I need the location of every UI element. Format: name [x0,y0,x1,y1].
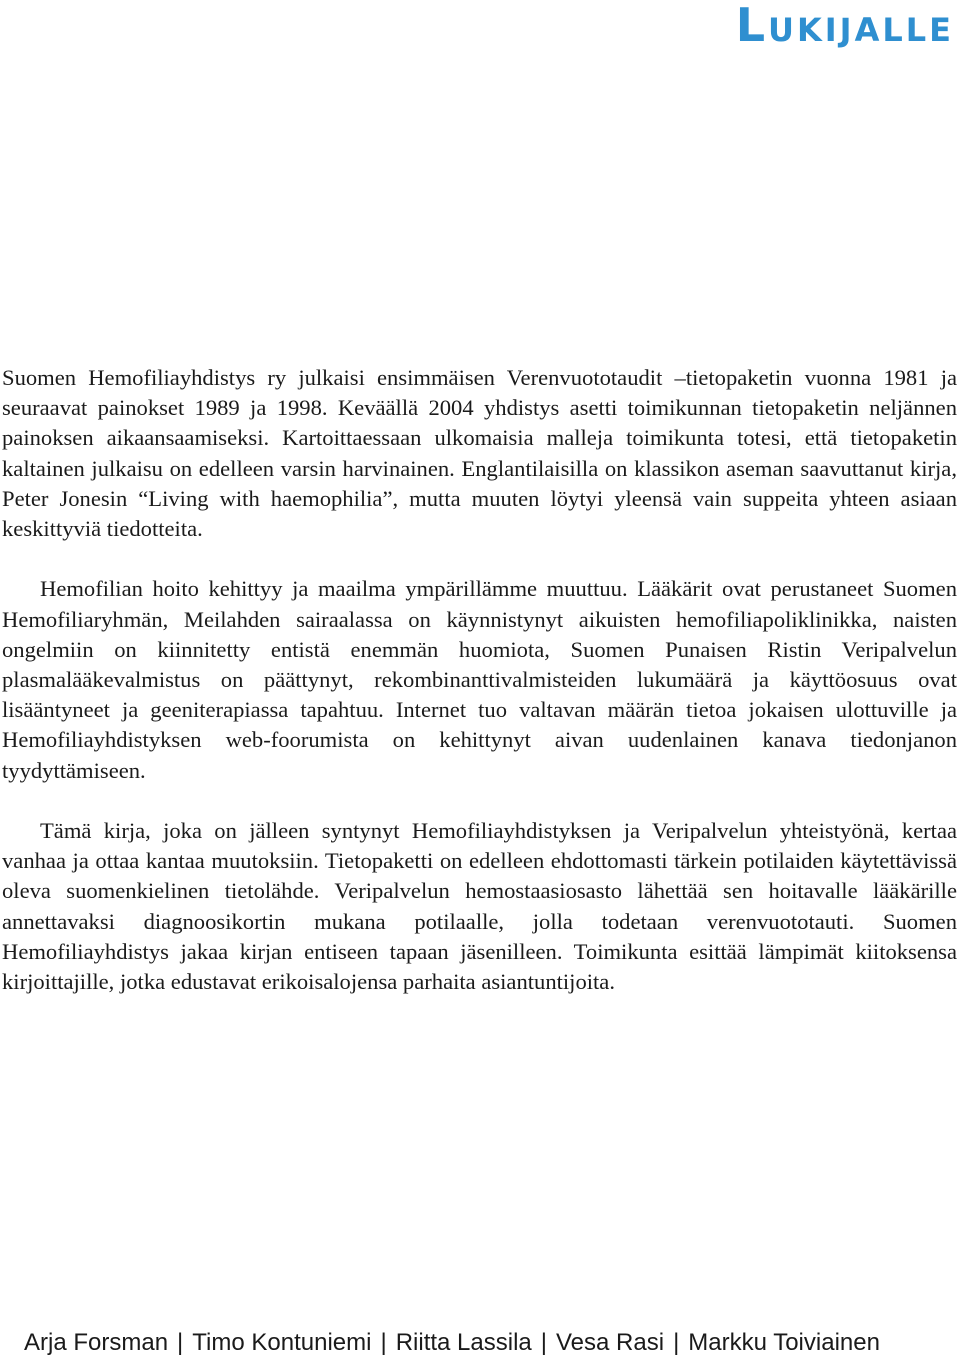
paragraph-2: Hemofilian hoito kehittyy ja maailma ympärillämme muuttuu. Lääkärit ovat perustaneet Suomen Hemofiliaryhmän, Meilahden sairaalassa on käynnistynyt aikuisten hemofiliapoliklinikka, naisten ongelmiin on kiinnitetty entistä enemmän huomiota, Suomen Punaisen Ristin Veripalvelun plasmalääkevalmistus on päättynyt, rekombinanttivalmisteiden lukumäärä ja käyttöosuus ovat lisääntyneet ja geeniterapiassa tapahtuu. Internet tuo valtavan määrän tietoa jokaisen ulottuville ja Hemofiliayhdistyksen web-foorumista on kehittynyt aivan uudenlainen kanava tiedonjanon tyydyttämiseen. [2,576,957,783]
author-separator: | [177,1329,184,1356]
author-name: Vesa Rasi [556,1329,665,1356]
page-title: Lukijalle [735,0,954,52]
author-separator: | [540,1329,547,1356]
author-name: Arja Forsman [24,1329,169,1356]
author-name: Riitta Lassila [395,1329,532,1356]
paragraph-3: Tämä kirja, joka on jälleen syntynyt Hemofiliayhdistyksen ja Veripalvelun yhteistyönä, kertaa vanhaa ja ottaa kantaa muutoksiin. Tietopaketti on edelleen ehdottomasti tärkein potilaiden käytettävissä oleva suomenkielinen tietolähde. Veripalvelun hemostaasiosasto lähettää sen hoitavalle lääkärille annettavaksi diagnoosikortin mukana potilaalle, jolla todetaan verenvuototauti. Suomen Hemofiliayhdistys jakaa kirjan entiseen tapaan jäsenilleen. Toimikunta esittää lämpimät kiitoksensa kirjoittajille, jotka edustavat erikoisalojensa parhaita asiantuntijoita. [2,818,957,995]
author-separator: | [673,1329,680,1356]
author-name: Markku Toiviainen [688,1329,880,1356]
body-text [2,363,957,997]
author-separator: | [380,1329,387,1356]
author-name: Timo Kontuniemi [192,1329,372,1356]
paragraph-1: Suomen Hemofiliayhdistys ry julkaisi ensimmäisen Verenvuototaudit –tietopaketin vuonna 1981 ja seuraavat painokset 1989 ja 1998. Keväällä 2004 yhdistys asetti toimikunnan tietopaketin neljännen painoksen aikaansaamiseksi. Kartoittaessaan ulkomaisia malleja toimikunta totesi, että tietopaketin kaltainen julkaisu on edelleen varsin harvinainen. Englantilaisilla on klassikon aseman saavuttanut kirja, Peter Jonesin “Living with haemophilia”, mutta muuten löytyi yleensä vain suppeita yhteen asiaan keskittyviä tiedotteita. [2,365,957,542]
author-list [24,1328,880,1358]
